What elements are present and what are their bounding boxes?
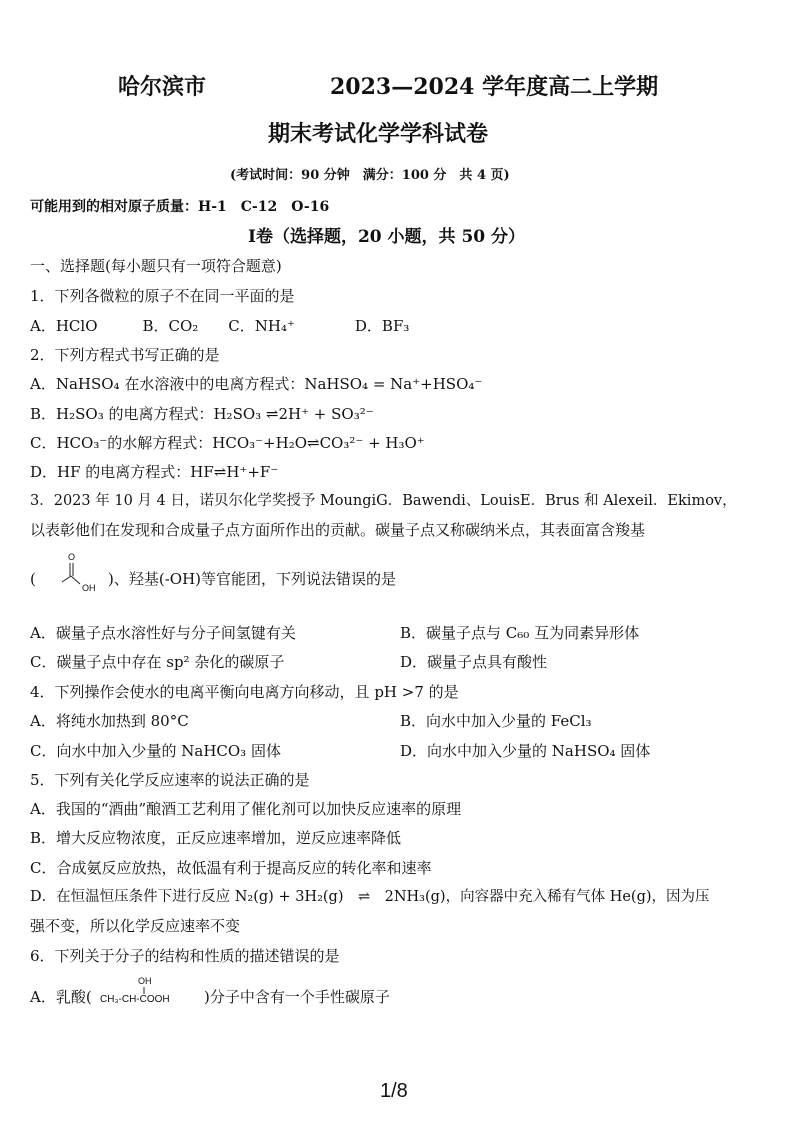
header-year: 2023—2024 学年度高二上学期 bbox=[330, 74, 659, 100]
q3-stem-line2: 以表彰他们在发现和合成量子点方面所作出的贡献。碳量子点又称碳纳米点，其表面富含羧基 bbox=[30, 521, 646, 539]
section-title: I卷（选择题，20 小题，共 50 分） bbox=[248, 227, 526, 247]
q2-option-b: B．H₂SO₃ 的电离方程式：H₂SO₃ ⇌2H⁺ + SO₃²⁻ bbox=[30, 405, 374, 423]
q5-stem: 5．下列有关化学反应速率的说法正确的是 bbox=[30, 771, 310, 789]
q1-stem: 1．下列各微粒的原子不在同一平面的是 bbox=[30, 287, 295, 305]
q4-option-a: A．将纯水加热到 80°C bbox=[30, 712, 189, 730]
page-number: 1/8 bbox=[380, 1080, 408, 1102]
lactic-acid-structure bbox=[100, 976, 204, 1010]
section-instruction: 一、选择题(每小题只有一项符合题意) bbox=[30, 257, 282, 275]
q3-option-c: C．碳量子点中存在 sp² 杂化的碳原子 bbox=[30, 653, 285, 671]
q5-option-d-line2: 强不变，所以化学反应速率不变 bbox=[30, 917, 241, 935]
carboxyl-bonds bbox=[50, 552, 106, 598]
q6-stem: 6．下列关于分子的结构和性质的描述错误的是 bbox=[30, 947, 340, 965]
q6-option-a-suffix: )分子中含有一个手性碳原子 bbox=[204, 988, 390, 1006]
q4-option-b: B．向水中加入少量的 FeCl₃ bbox=[400, 712, 592, 730]
q4-option-c: C．向水中加入少量的 NaHCO₃ 固体 bbox=[30, 742, 281, 760]
q5-option-c: C．合成氨反应放热，故低温有利于提高反应的转化率和速率 bbox=[30, 859, 432, 877]
q1-options: A．HClO B．CO₂ C．NH₄⁺ D．BF₃ bbox=[30, 317, 410, 335]
q2-option-d: D．HF 的电离方程式：HF⇌H⁺+F⁻ bbox=[30, 463, 279, 481]
header-city: 哈尔滨市 bbox=[118, 74, 207, 100]
q3-stem-line1: 3．2023 年 10 月 4 日，诺贝尔化学奖授予 MoungiG．Bawendi、LouisE．Brus 和 Alexeil．Ekimov， bbox=[30, 493, 737, 509]
page-title: 期末考试化学学科试卷 bbox=[268, 121, 489, 147]
q3-stem-line3: )、羟基(-OH)等官能团，下列说法错误的是 bbox=[108, 570, 397, 588]
q3-option-a: A．碳量子点水溶性好与分子间氢键有关 bbox=[30, 624, 296, 642]
lactic-oh-label: OH bbox=[138, 976, 152, 986]
carboxyl-o-label: O bbox=[68, 552, 76, 562]
q3-open-paren: ( bbox=[30, 570, 36, 588]
q5-option-b: B．增大反应物浓度，正反应速率增加，逆反应速率降低 bbox=[30, 829, 402, 847]
atomic-mass: 可能用到的相对原子质量：H-1 C-12 O-16 bbox=[30, 199, 330, 215]
q3-option-d: D．碳量子点具有酸性 bbox=[400, 653, 548, 671]
q4-option-d: D．向水中加入少量的 NaHSO₄ 固体 bbox=[400, 742, 651, 760]
q2-option-c: C．HCO₃⁻的水解方程式：HCO₃⁻+H₂O⇌CO₃²⁻ + H₃O⁺ bbox=[30, 434, 425, 452]
q2-option-a: A．NaHSO₄ 在水溶液中的电离方程式：NaHSO₄ = Na⁺+HSO₄⁻ bbox=[30, 375, 483, 393]
q5-option-a: A．我国的“酒曲”酿酒工艺利用了催化剂可以加快反应速率的原理 bbox=[30, 800, 462, 818]
q3-option-b: B．碳量子点与 C₆₀ 互为同素异形体 bbox=[400, 624, 640, 642]
q5-option-d-line1: D．在恒温恒压条件下进行反应 N₂(g) + 3H₂(g) ⇌ 2NH₃(g)，向容器中充入稀有气体 He(g)，因为压 bbox=[30, 889, 710, 905]
q4-stem: 4．下列操作会使水的电离平衡向电离方向移动，且 pH >7 的是 bbox=[30, 683, 459, 701]
exam-info: (考试时间：90 分钟 满分：100 分 共 4 页) bbox=[230, 168, 510, 183]
lactic-formula: CH₃-CH-COOH bbox=[100, 994, 170, 1005]
carboxyl-oh-label: OH bbox=[82, 583, 96, 593]
carboxyl-structure bbox=[50, 552, 106, 598]
q6-option-a-prefix: A．乳酸( bbox=[30, 988, 92, 1006]
q2-stem: 2．下列方程式书写正确的是 bbox=[30, 346, 220, 364]
